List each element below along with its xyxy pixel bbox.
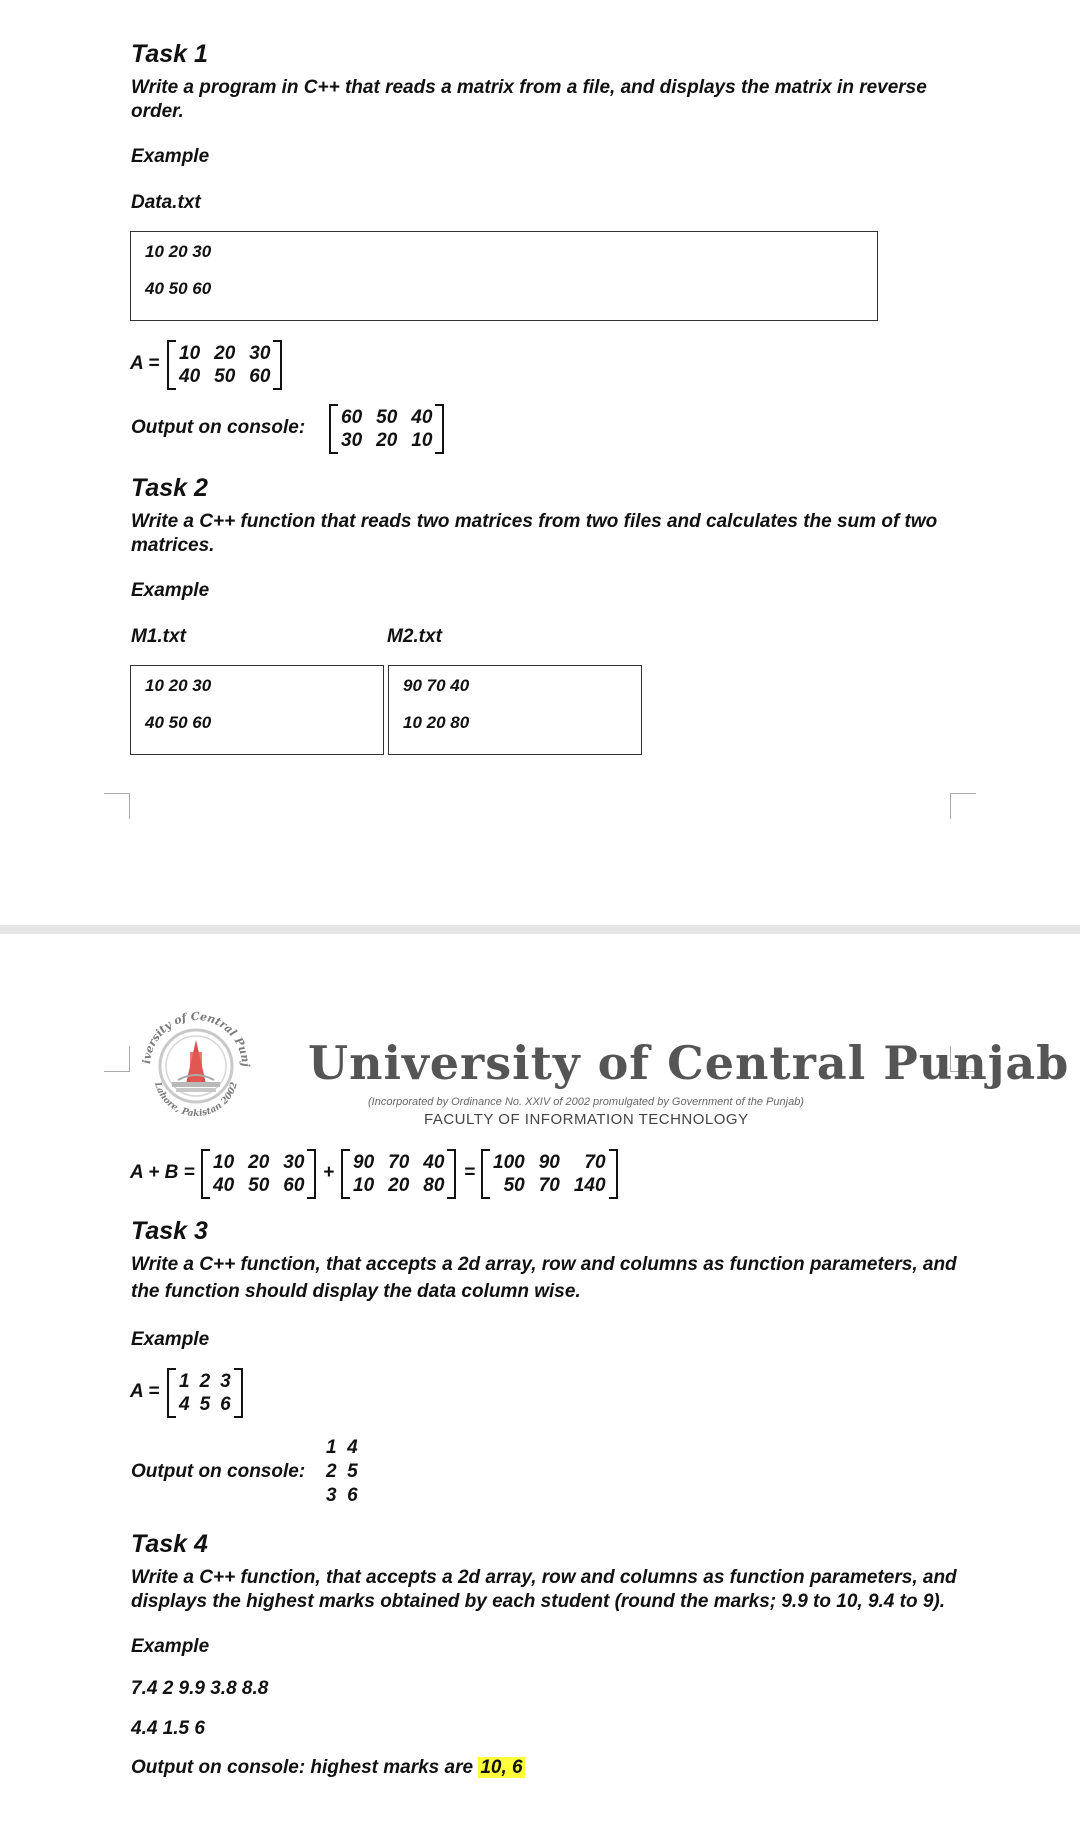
task3-desc-line1: Write a C++ function, that accepts a 2d array, row and columns as function parameters, and [131,1254,957,1275]
task4-output-line [131,1757,525,1779]
task4-data-line2: 4.4 1.5 6 [131,1718,205,1739]
task4-example-label: Example [131,1636,210,1657]
matrix-cell: 1 [179,1370,190,1392]
page-corner-mark [104,793,130,819]
task3-desc-line2: the function should display the data column wise. [131,1281,581,1302]
matrix-cell: 10 [353,1174,375,1196]
faculty-name: FACULTY OF INFORMATION TECHNOLOGY [424,1111,749,1128]
matrix-cell: 70 [388,1151,410,1173]
page-corner-mark [950,793,976,819]
matrix-cell: 40 [411,406,433,428]
matrix-cell: 50 [248,1174,270,1196]
matrix-cell: 60 [341,406,363,428]
task1-example-label: Example [131,146,210,167]
matrix-cell: 80 [423,1174,445,1196]
task2-desc-line1: Write a C++ function that reads two matrices from two files and calculates the sum of two [131,511,938,532]
task2-file1-line-1: 10 20 30 [145,676,212,695]
matrix-cell: 60 [283,1174,305,1196]
matrix-cell: 10 [411,429,433,451]
task4-desc-line1: Write a C++ function, that accepts a 2d array, row and columns as function parameters, and [131,1567,957,1588]
matrix-cell: 20 [376,429,398,451]
matrix-cell: 40 [423,1151,445,1173]
task3-example-label: Example [131,1329,210,1350]
matrix-cell: 4 [179,1393,190,1415]
matrix-cell: 30 [283,1151,305,1173]
task3-heading: Task 3 [131,1217,208,1245]
task2-example-label: Example [131,580,210,601]
incorporation-note: (Incorporated by Ordinance No. XXIV of 2002 promulgated by Government of the Punjab) [368,1096,804,1108]
matrix-cell: 100 [493,1151,525,1173]
logo-text-bottom: Lahore, Pakistan 2002 [152,1081,240,1120]
task3-matrix-label: A = [130,1381,160,1402]
logo-text-top: iversity of Central Punj [140,1009,253,1067]
task4-output-highlight: 10, 6 [480,1757,523,1778]
task2-matrix-sum [481,1149,618,1199]
matrix-cell: 20 [388,1174,410,1196]
matrix-cell: 70 [538,1174,560,1196]
matrix-cell: 90 [353,1151,375,1173]
task2-file2-label: M2.txt [387,626,442,647]
task2-file1-line-2: 40 50 60 [145,713,212,732]
matrix-cell: 60 [249,365,271,387]
task1-desc-line1: Write a program in C++ that reads a matrix from a file, and displays the matrix in reverse [131,77,927,98]
matrix-cell: 50 [214,365,236,387]
task1-file-label: Data.txt [131,192,201,213]
matrix-cell: 30 [249,342,271,364]
task4-output-prefix: Output on console: highest marks are [131,1757,479,1778]
page-2 [0,934,1080,1827]
page-corner-mark [104,1046,130,1072]
task1-desc-line2: order. [131,101,184,122]
task1-output-label: Output on console: [131,417,306,438]
plus-sign: + [323,1162,335,1183]
matrix-cell: 6 [220,1393,231,1415]
task1-file-line-2: 40 50 60 [145,279,212,298]
matrix-cell: 10 [179,342,201,364]
task2-matrix-a [201,1149,316,1199]
matrix-cell: 5 [199,1393,211,1415]
university-seal-icon [132,1002,260,1130]
task1-matrix-label: A = [130,353,160,374]
matrix-cell: 40 [213,1174,235,1196]
task2-file2-line-1: 90 70 40 [403,676,470,695]
matrix-cell: 50 [376,406,398,428]
task2-file1-label: M1.txt [131,626,186,647]
task1-file-box [130,231,878,321]
task1-output-matrix [329,404,444,454]
matrix-cell: 20 [248,1151,270,1173]
task2-desc-line2: matrices. [131,535,215,556]
university-logo [132,1002,260,1130]
task3-output-row: 3 6 [326,1485,358,1506]
matrix-cell: 70 [584,1151,606,1173]
task4-data-line1: 7.4 2 9.9 3.8 8.8 [131,1678,269,1699]
task3-output-label: Output on console: [131,1461,306,1482]
task2-heading: Task 2 [131,474,208,502]
task1-file-line-1: 10 20 30 [145,242,212,261]
task3-output-row: 1 4 [326,1437,358,1458]
task2-file1-box [130,665,384,755]
task4-heading: Task 4 [131,1530,208,1558]
task3-output-row: 2 5 [326,1461,358,1482]
matrix-cell: 90 [538,1151,560,1173]
matrix-cell: 3 [220,1370,231,1392]
matrix-cell: 50 [503,1174,525,1196]
task2-sum-label: A + B = [130,1162,195,1183]
task2-file2-box [388,665,642,755]
task2-file2-line-2: 10 20 80 [403,713,470,732]
task1-heading: Task 1 [131,40,208,68]
matrix-cell: 140 [573,1174,606,1196]
equals-sign: = [464,1162,476,1183]
task2-matrix-b [341,1149,456,1199]
matrix-cell: 10 [213,1151,235,1173]
matrix-cell: 2 [199,1370,211,1392]
matrix-cell: 20 [214,342,236,364]
page-separator [0,925,1080,934]
task4-desc-line2: displays the highest marks obtained by each student (round the marks; 9.9 to 10, 9.4 to 9). [131,1591,946,1612]
matrix-cell: 40 [179,365,201,387]
university-name: University of Central Punjab [308,1036,1070,1090]
task1-matrix-a [167,340,282,390]
task3-matrix-a [167,1368,243,1418]
matrix-cell: 30 [341,429,363,451]
